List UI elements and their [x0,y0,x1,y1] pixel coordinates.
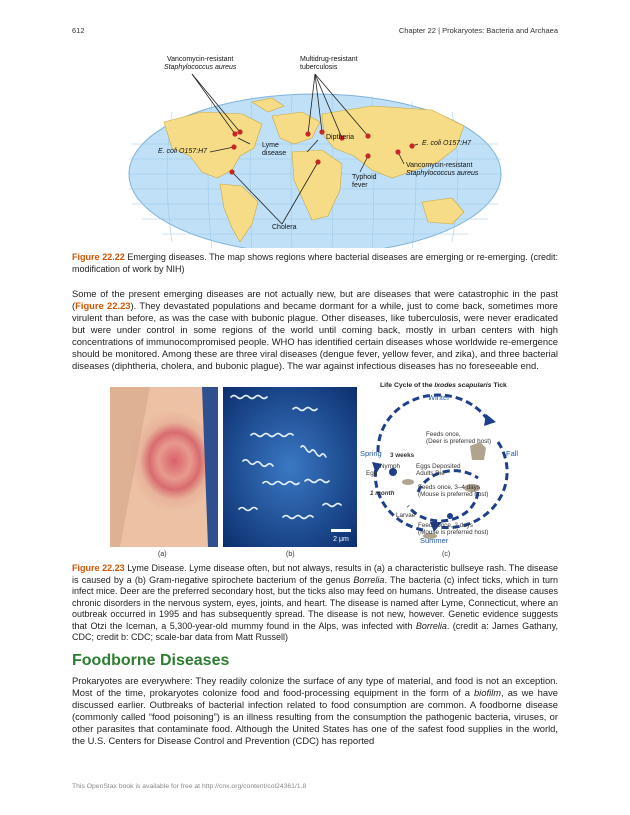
caption-genus: Borrelia [353,574,385,585]
season-spring: Spring [360,449,382,458]
map-label-vre-asia: Vancomycin-resistant Staphylococcus aureus [406,162,479,177]
outbreak-marker [237,129,242,134]
map-label-vre-na: Vancomycin-resistant Staphylococcus aureus [164,56,237,71]
panel-c-tick-lifecycle [358,382,518,552]
footer: This OpenStax book is available for free at http://cnx.org/content/col24361/1.8 [72,783,307,790]
note-three-weeks: 3 weeks [390,452,415,459]
caption-text: Emerging diseases. The map shows regions where bacterial diseases are emerging or re-emerging. (credit: modification of work by NIH) [72,252,558,274]
outbreak-marker [229,169,234,174]
paragraph-text: Some of the present emerging diseases are not actually new, but are diseases that were catastrophic in the past ( [72,288,558,311]
world-map-figure [72,52,558,248]
caption-genus: Borrelia [415,620,447,631]
outbreak-marker [231,144,236,149]
outbreak-marker [409,143,414,148]
paragraph-text: Prokaryotes are everywhere: They readily colonize the surface of any type of material, and food is not an exception. Most of the time, prokaryotes colonize food and food-processing equipment in the form of a [72,675,558,698]
world-map-graphic [72,52,558,248]
outbreak-marker [305,131,310,136]
figure-22-23-link[interactable]: Figure 22.23 [75,300,131,311]
paragraph-text: ). They devastated populations and became dormant for a while, just to come back, sometimes more virulent than before, as was the case with bubonic plague. Other diseases, like tuberculosis, were never eradicated but were under control in some regions of the world until coming back, mostly in urban centers with high concentrations of immunocompromised people. WHO has identified certain diseases whose worldwide re-emergence should be monitored. Among these are three viral diseases (dengue fever, yellow fever, and zika), and three bacterial diseases (diphtheria, cholera, and bubonic plague). The war against infectious diseases has no foreseeable end. [72,300,558,371]
outbreak-marker [365,133,370,138]
paragraph-text: , as we have discussed earlier. Outbreaks of bacterial infection related to food consumption are common. A foodborne disease (commonly called “food poisoning”) is an illness resulting from the consumption the pathogenic bacteria, viruses, or other parasites that contaminate food. Although the United States has one of the safest food supplies in the world, the U.S. Centers for Disease Control and Prevention (CDC) has reported [72,687,558,746]
note-eggs-deposited: Eggs Deposited Adults Die [416,463,461,477]
figure-22-23-caption [72,563,558,644]
season-fall: Fall [506,449,519,458]
scale-bar-label: 2 μm [333,536,349,543]
outbreak-marker [315,159,320,164]
panel-b-spirochete-micrograph [223,387,357,547]
note-feeds-two-days: Feeds once, 2 days (Mouse is preferred host) [418,522,489,536]
outbreak-marker [395,149,400,154]
page-number: 612 [72,26,85,35]
section-heading: Foodborne Diseases [72,652,230,669]
rash-image [110,387,218,547]
lifecycle-title: Life Cycle of the Ixodes scapularis Tick [380,382,507,389]
map-label-typhoid: Typhoid fever [352,174,377,189]
panel-c-label: (c) [442,551,451,558]
stage-nymph: Nymph [380,463,400,470]
map-label-mdr-tb: Multidrug-resistant tuberculosis [300,56,358,71]
spirochete-image [223,387,357,547]
season-summer: Summer [420,536,449,545]
caption-text: . The bacteria (c) infect ticks, which in turn infect mice. Deer are the preferred secondary host, but the ticks also may feed on humans. Untreated, the disease causes chronic disorders in the nervous system, eyes, joints, and heart. The disease is named after Lyme, Connecticut, where an outbreak occurred in 1995 and has subsequently spread. The disease is not new, however. Genetic evidence suggests that Otzi the Iceman, a 5,300-year-old mummy found in the Alps, was infected with [72,574,558,631]
caption-text: . (credit a: James Gathany, CDC; credit b: CDC; scale-bar data from Matt Russell) [72,620,558,642]
map-label-cholera: Cholera [272,224,297,231]
panel-a-rash-photo [110,387,218,547]
term-biofilm: biofilm [473,687,502,698]
outbreak-marker [232,131,237,136]
panel-b-label: (b) [286,551,295,558]
stage-egg: Egg [366,470,378,477]
outbreak-marker [319,129,324,134]
map-label-lyme: Lyme disease [262,142,287,157]
scale-bar [331,529,351,532]
season-winter: Winter [428,393,450,402]
caption-text: Lyme Disease. Lyme disease often, but not always, results in (a) a characteristic bullseye rash. The disease is caused by a (b) Gram-negative spirochete bacterium of the genus [72,563,558,585]
note-feeds-deer: Feeds once, (Deer is preferred host) [426,431,492,445]
stage-larvae: Larvae [396,512,416,519]
map-label-ecoli-na: E. coli O157:H7 [158,148,208,155]
outbreak-marker [365,153,370,158]
paragraph-foodborne [72,675,558,747]
map-label-ecoli-asia: E. coli O157:H7 [422,140,472,147]
larvae-node [447,513,453,519]
paragraph-emerging-diseases [72,288,558,372]
note-feeds-mouse: Feeds once, 3–4 days (Mouse is preferred host) [418,484,489,498]
panel-a-label: (a) [158,551,167,558]
chapter-title: Chapter 22 | Prokaryotes: Bacteria and Archaea [398,26,558,35]
note-one-month: 1 month [370,490,395,497]
figure-22-22-caption [72,252,558,275]
map-label-diptheria: Diptheria [326,134,355,141]
figure-label: Figure 22.23 [72,563,125,573]
figure-label: Figure 22.22 [72,252,125,262]
